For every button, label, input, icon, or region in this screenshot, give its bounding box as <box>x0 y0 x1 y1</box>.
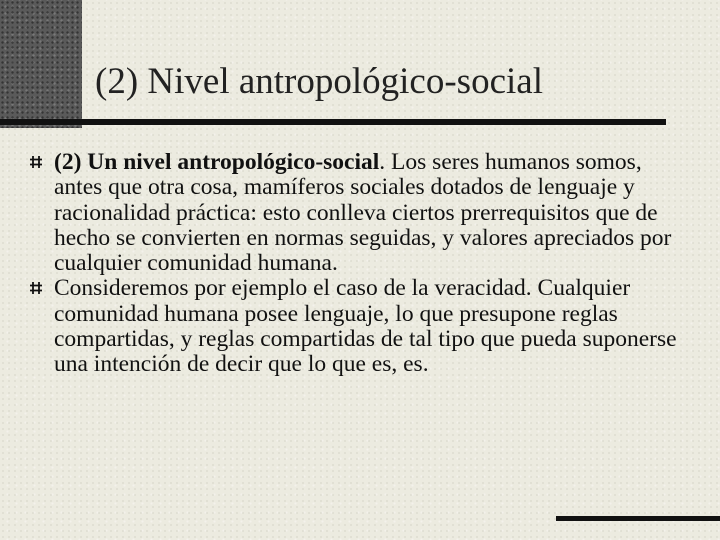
bullet-item <box>54 276 694 377</box>
hash-bullet-icon <box>30 282 42 294</box>
slide-title: (2) Nivel antropológico-social <box>95 61 543 102</box>
bullet-heading: (2) Un nivel antropológico-social <box>54 149 380 175</box>
bottom-rule <box>556 516 720 521</box>
title-rule <box>0 119 666 125</box>
side-texture-strip <box>0 0 82 128</box>
bullet-text: . Los seres humanos somos, antes que otra cosa, mamíferos sociales dotados de lenguaje y racionalidad práctica: esto conlleva ciertos prerrequisitos que de hecho se convierten en normas seguidas, y valores apreciados por cualquier comunidad humana. <box>54 149 672 277</box>
bullet-text: Consideremos por ejemplo el caso de la veracidad. Cualquier comunidad humana posee lenguaje, lo que presupone reglas compartidas, y reglas compartidas de tal tipo que pueda suponerse una intención de decir que lo que es, es. <box>54 275 677 378</box>
slide-body <box>54 150 694 378</box>
hash-bullet-icon <box>30 156 42 168</box>
bullet-item <box>54 150 694 276</box>
